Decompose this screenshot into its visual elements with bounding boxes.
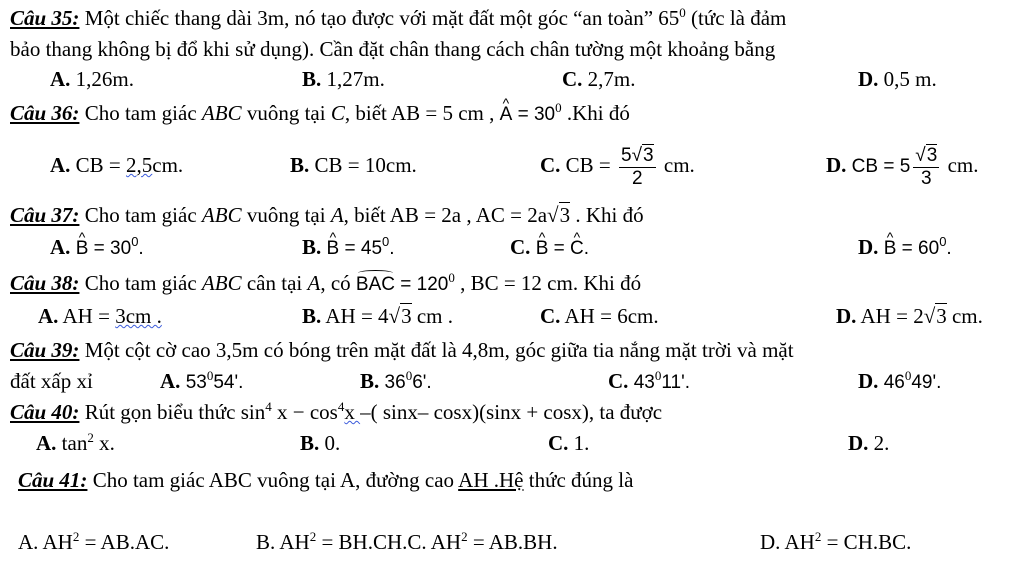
option-value: 11'. bbox=[661, 372, 690, 393]
q40-option-b[interactable] bbox=[300, 430, 340, 456]
vertex: A bbox=[330, 203, 344, 227]
option-value: 3cm . bbox=[115, 304, 162, 328]
option-value: 0,5 m. bbox=[878, 67, 937, 91]
option-value: 2,7m. bbox=[582, 67, 636, 91]
option-value: 1,27m. bbox=[321, 67, 385, 91]
option-value: 0. bbox=[319, 431, 341, 455]
option-letter: D. bbox=[826, 153, 847, 177]
degree-sup: 0 bbox=[448, 270, 455, 285]
option-letter: A. bbox=[160, 369, 181, 393]
option-value: D. AH bbox=[760, 530, 815, 554]
option-letter: A. bbox=[50, 67, 71, 91]
option-letter: A. bbox=[50, 153, 71, 177]
exponent: 2 bbox=[87, 430, 94, 445]
text: , có bbox=[320, 271, 356, 295]
angle-bac-arc: BAC bbox=[356, 272, 395, 298]
q35-option-d[interactable] bbox=[858, 66, 937, 92]
option-value: = BH.CH.C. AH bbox=[316, 530, 462, 554]
question-35-line-1 bbox=[10, 5, 786, 31]
q35-option-a[interactable] bbox=[50, 66, 134, 92]
option-letter: B. bbox=[360, 369, 380, 393]
option-letter: D. bbox=[858, 67, 879, 91]
question-41-line bbox=[18, 467, 633, 493]
option-value: = AB.BH. bbox=[467, 530, 558, 554]
sqrt-radicand: 3 bbox=[559, 203, 571, 227]
option-letter: A. bbox=[50, 235, 71, 259]
exponent: 2 bbox=[309, 529, 317, 544]
denominator: 2 bbox=[632, 167, 643, 189]
text: AH .Hệ bbox=[458, 468, 524, 492]
text: , biết bbox=[343, 203, 390, 227]
text: vuông tại bbox=[241, 101, 331, 125]
option-value: 1. bbox=[568, 431, 590, 455]
option-value: = 30 bbox=[88, 238, 132, 259]
q38-option-d[interactable]: D. AH = 2√3 cm. bbox=[836, 304, 983, 328]
question-36-label: Câu 36: bbox=[10, 101, 80, 125]
option-letter: D. bbox=[848, 431, 869, 455]
sqrt-radicand: 3 bbox=[643, 144, 654, 166]
sqrt-radicand: 3 bbox=[936, 304, 947, 328]
exponent: 2 bbox=[814, 529, 822, 544]
option-lhs: AH = bbox=[58, 304, 116, 328]
option-end: . bbox=[138, 238, 144, 259]
option-lhs: AH = 2 bbox=[856, 304, 924, 328]
angle-b-hat: ^ B bbox=[536, 236, 549, 262]
question-35-text-a: Một chiếc thang dài 3m, nó tạo được với mặt đất một góc “an toàn” bbox=[79, 6, 659, 30]
exponent: 4 bbox=[337, 399, 345, 414]
option-letter: B. bbox=[302, 235, 322, 259]
option-value: = bbox=[548, 238, 571, 259]
angle-c-hat: ^ C bbox=[570, 236, 584, 262]
q35-option-b[interactable] bbox=[302, 66, 385, 92]
option-lhs: CB = 5 bbox=[851, 156, 911, 177]
option-letter: D. bbox=[858, 235, 879, 259]
text: Cho tam giác bbox=[79, 101, 202, 125]
option-value: AH = 6cm. bbox=[560, 304, 659, 328]
option-end: . bbox=[389, 238, 395, 259]
option-letter: B. bbox=[302, 67, 322, 91]
question-35-text-b: (tức là đảm bbox=[685, 6, 787, 30]
option-value: 46 bbox=[878, 372, 905, 393]
condition: AB = 2a , AC = 2a bbox=[389, 203, 548, 227]
degree-sup: 0 bbox=[555, 100, 562, 115]
option-value: 6'. bbox=[412, 372, 432, 393]
question-38-label: Câu 38: bbox=[10, 271, 80, 295]
fraction: $\frac{√3}{3}$ bbox=[915, 144, 938, 189]
exponent: 4 bbox=[265, 399, 272, 414]
option-value: = 45 bbox=[339, 238, 383, 259]
exponent: 2 bbox=[461, 529, 468, 544]
q36-option-d[interactable] bbox=[826, 136, 978, 196]
q40-option-d[interactable] bbox=[848, 430, 889, 456]
q36-option-b[interactable] bbox=[290, 152, 417, 178]
option-lhs: AH = 4 bbox=[321, 304, 389, 328]
text: , biết bbox=[344, 101, 391, 125]
option-letter: B. bbox=[302, 304, 322, 328]
vertex: C bbox=[330, 101, 345, 125]
q37-option-b[interactable] bbox=[302, 234, 395, 262]
option-value: = CH.BC. bbox=[821, 530, 912, 554]
q41-option-d[interactable] bbox=[760, 529, 911, 555]
option-letter: C. bbox=[540, 304, 561, 328]
option-value: A. AH bbox=[18, 530, 73, 554]
sqrt-radicand: 3 bbox=[926, 144, 938, 166]
option-value: 54'. bbox=[213, 372, 244, 393]
text: vuông tại bbox=[241, 203, 331, 227]
question-35-angle: 65 bbox=[658, 6, 680, 30]
q35-option-c[interactable] bbox=[562, 66, 636, 92]
q40-option-c[interactable] bbox=[548, 430, 589, 456]
degree-sup: 0 bbox=[654, 368, 662, 383]
question-40-label: Câu 40: bbox=[10, 400, 80, 424]
q38-option-b[interactable]: B. AH = 4√3 cm . bbox=[302, 304, 453, 328]
q41-option-a[interactable] bbox=[18, 529, 169, 555]
option-value: = 60 bbox=[896, 238, 940, 259]
option-letter: B. bbox=[290, 153, 310, 177]
option-unit: cm. bbox=[658, 153, 695, 177]
question-40-line bbox=[10, 399, 662, 425]
question-41-label: Câu 41: bbox=[18, 468, 88, 492]
option-value: 2. bbox=[868, 431, 890, 455]
option-letter: D. bbox=[858, 369, 879, 393]
option-end: . bbox=[583, 238, 590, 259]
text: thức đúng là bbox=[523, 468, 634, 492]
vertex: A bbox=[307, 271, 321, 295]
text: Rút gọn biểu thức sin bbox=[79, 400, 266, 424]
q39-option-d[interactable] bbox=[858, 368, 941, 396]
denominator: 3 bbox=[921, 167, 932, 189]
triangle-name: ABC bbox=[201, 271, 242, 295]
option-unit: cm. bbox=[942, 153, 979, 177]
option-letter: C. bbox=[510, 235, 531, 259]
text: cân tại bbox=[241, 271, 308, 295]
question-39-line-1 bbox=[10, 337, 794, 363]
option-letter: C. bbox=[540, 153, 561, 177]
text: –( sinx– cosx)(sinx + cosx), ta được bbox=[360, 400, 663, 424]
angle-a-hat: ^ A bbox=[500, 102, 513, 128]
q39-option-b[interactable] bbox=[360, 368, 432, 396]
option-value: CB = 10cm. bbox=[314, 153, 417, 177]
question-35-line-2: bảo thang không bị đổ khi sử dụng). Cần đặt chân thang cách chân tường một khoảng bằng bbox=[10, 37, 776, 61]
option-value: = AB.AC. bbox=[79, 530, 170, 554]
q40-option-a[interactable] bbox=[36, 430, 115, 456]
degree-sup: 0 bbox=[131, 234, 139, 249]
option-value: 49'. bbox=[911, 372, 942, 393]
fraction: $\frac{5√3}{2}$ bbox=[621, 144, 654, 189]
condition: = 30 bbox=[512, 104, 556, 125]
option-value: 2,5 bbox=[126, 153, 153, 177]
q36-option-a[interactable] bbox=[50, 152, 183, 178]
text: Một cột cờ cao 3,5m có bóng trên mặt đất là 4,8m, góc giữa tia nắng mặt trời và mặt bbox=[79, 338, 794, 362]
q38-option-c[interactable] bbox=[540, 303, 659, 329]
option-value: x. bbox=[93, 431, 115, 455]
exponent: 2 bbox=[72, 529, 80, 544]
option-unit: cm. bbox=[152, 153, 184, 177]
option-letter: A. bbox=[38, 304, 59, 328]
q38-option-a[interactable] bbox=[38, 303, 162, 329]
question-39-label: Câu 39: bbox=[10, 338, 80, 362]
option-letter: B. bbox=[300, 431, 320, 455]
text: . Khi đó bbox=[570, 203, 644, 227]
option-value: tan bbox=[56, 431, 88, 455]
option-value: 36 bbox=[379, 372, 406, 393]
degree-sup: 0 bbox=[206, 368, 214, 383]
text: Cho tam giác bbox=[79, 203, 202, 227]
q37-option-d[interactable] bbox=[858, 234, 952, 262]
option-value: B. AH bbox=[256, 530, 310, 554]
text: Cho tam giác ABC vuông tại A, đường cao bbox=[87, 468, 459, 492]
q37-option-c[interactable] bbox=[510, 234, 589, 262]
q37-option-a[interactable] bbox=[50, 234, 144, 262]
option-letter: C. bbox=[608, 369, 629, 393]
triangle-name: ABC bbox=[201, 101, 242, 125]
sqrt-radicand: 3 bbox=[401, 304, 412, 328]
condition: = 120 bbox=[394, 274, 449, 295]
question-38-line bbox=[10, 270, 641, 298]
question-37-line: Câu 37: Cho tam giác ABC vuông tại A, biết AB = 2a , AC = 2a√3 . Khi đó bbox=[10, 203, 644, 227]
question-39-line-2: đất xấp xỉ bbox=[10, 369, 93, 393]
q41-option-b-c[interactable] bbox=[256, 529, 558, 555]
option-letter: C. bbox=[548, 431, 569, 455]
option-value: 1,26m. bbox=[70, 67, 135, 91]
option-end: . bbox=[946, 238, 952, 259]
numerator-coef: 5 bbox=[621, 144, 632, 166]
option-lhs: CB = bbox=[75, 153, 127, 177]
triangle-name: ABC bbox=[201, 203, 242, 227]
option-letter: D. bbox=[836, 304, 857, 328]
degree-sup: 0 bbox=[405, 368, 413, 383]
degree-sup: 0 bbox=[382, 234, 390, 249]
q39-option-c[interactable] bbox=[608, 368, 690, 396]
question-36-line bbox=[10, 100, 630, 128]
text: x bbox=[344, 400, 361, 424]
question-35-label: Câu 35: bbox=[10, 6, 80, 30]
option-value: 53 bbox=[180, 372, 207, 393]
option-letter: C. bbox=[562, 67, 583, 91]
angle-b-hat: ^ B bbox=[327, 236, 340, 262]
option-unit: cm . bbox=[411, 304, 453, 328]
question-37-label: Câu 37: bbox=[10, 203, 80, 227]
text: Cho tam giác bbox=[79, 271, 202, 295]
option-value: 43 bbox=[628, 372, 655, 393]
angle-b-hat: ^ B bbox=[884, 236, 897, 262]
degree-sup: 0 bbox=[939, 234, 947, 249]
q39-option-a[interactable] bbox=[160, 368, 243, 396]
option-letter: A. bbox=[36, 431, 57, 455]
condition: , BC = 12 cm. Khi đó bbox=[454, 271, 642, 295]
angle-b-hat: ^ B bbox=[76, 236, 89, 262]
option-lhs: CB = bbox=[565, 153, 617, 177]
condition: AB = 5 cm , bbox=[390, 101, 500, 125]
option-unit: cm. bbox=[946, 304, 983, 328]
degree-sup: 0 bbox=[904, 368, 912, 383]
q36-option-c[interactable] bbox=[540, 136, 695, 194]
text: .Khi đó bbox=[561, 101, 630, 125]
degree-sup: 0 bbox=[679, 5, 686, 20]
text: x − cos bbox=[271, 400, 338, 424]
